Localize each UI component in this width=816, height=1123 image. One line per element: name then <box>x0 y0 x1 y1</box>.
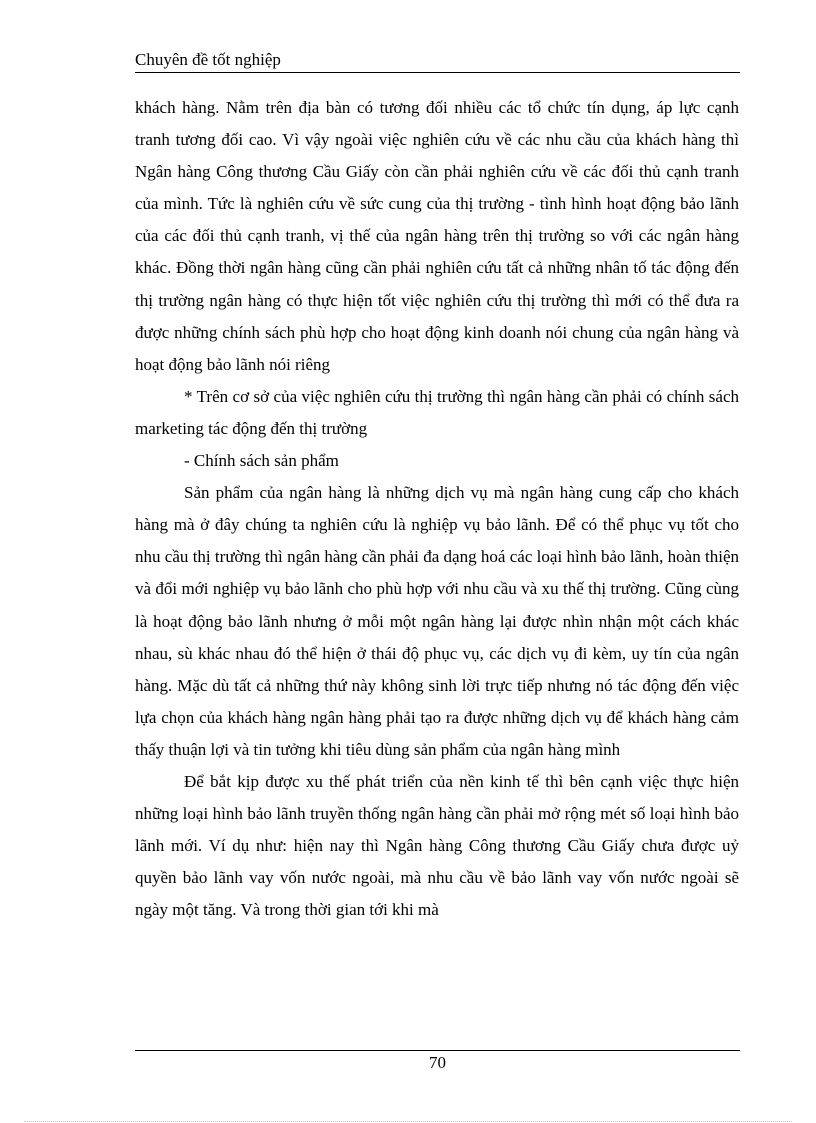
paragraph: Sản phẩm của ngân hàng là những dịch vụ mà ngân hàng cung cấp cho khách hàng mà ở đây chúng ta nghiên cứu là nghiệp vụ bảo lãnh. Để có thể phục vụ tốt cho nhu cầu thị trường thì ngân hàng cần phải đa dạng hoá các loại hình bảo lãnh, hoàn thiện và đổi mới nghiệp vụ bảo lãnh cho phù hợp với nhu cầu và xu thế thị trường. Cũng cùng là hoạt động bảo lãnh nhưng ở mỗi một ngân hàng lại được nhìn nhận một cách khác nhau, sù khác nhau đó thể hiện ở thái độ phục vụ, các dịch vụ đi kèm, uy tín của ngân hàng. Mặc dù tất cả những thứ này không sinh lời trực tiếp nhưng nó tác động đến việc lựa chọn của khách hàng ngân hàng phải tạo ra được những dịch vụ để khách hàng cảm thấy thuận lợi và tin tưởng khi tiêu dùng sản phẩm của ngân hàng mình <box>135 483 739 759</box>
paragraph: * Trên cơ sở của việc nghiên cứu thị trường thì ngân hàng cần phải có chính sách marketing tác động đến thị trường <box>135 386 739 438</box>
page-header <box>135 50 740 73</box>
footer-divider <box>135 1050 740 1051</box>
document-body <box>135 92 739 926</box>
page-edge-divider <box>24 1121 792 1122</box>
paragraph: Để bắt kịp được xu thế phát triển của nền kinh tế thì bên cạnh việc thực hiện những loại hình bảo lãnh truyền thống ngân hàng cần phải mở rộng mét số loại hình bảo lãnh mới. Ví dụ như: hiện nay thì Ngân hàng Công thương Cầu Giấy chưa được uỷ quyền bảo lãnh vay vốn nước ngoài, mà nhu cầu về bảo lãnh vay vốn nước ngoài sẽ ngày một tăng. Và trong thời gian tới khi mà <box>135 771 739 920</box>
header-title: Chuyên đề tốt nghiệp <box>135 50 281 69</box>
page-number: 70 <box>429 1053 446 1072</box>
paragraph: khách hàng. Nằm trên địa bàn có tương đối nhiều các tổ chức tín dụng, áp lực cạnh tranh tương đối cao. Vì vậy ngoài việc nghiên cứu về các nhu cầu của khách hàng thì Ngân hàng Công thương Cầu Giấy còn cần phải nghiên cứu về các đối thủ cạnh tranh của mình. Tức là nghiên cứu về sức cung của thị trường - tình hình hoạt động bảo lãnh của các đối thủ cạnh tranh, vị thế của ngân hàng trên thị trường so với các ngân hàng khác. Đồng thời ngân hàng cũng cần phải nghiên cứu tất cả những nhân tố tác động đến thị trường ngân hàng có thực hiện tốt việc nghiên cứu thị trường thì mới có thể đưa ra được những chính sách phù hợp cho hoạt động kinh doanh nói chung của ngân hàng và hoạt động bảo lãnh nói riêng <box>135 98 739 374</box>
paragraph: - Chính sách sản phẩm <box>184 451 339 471</box>
